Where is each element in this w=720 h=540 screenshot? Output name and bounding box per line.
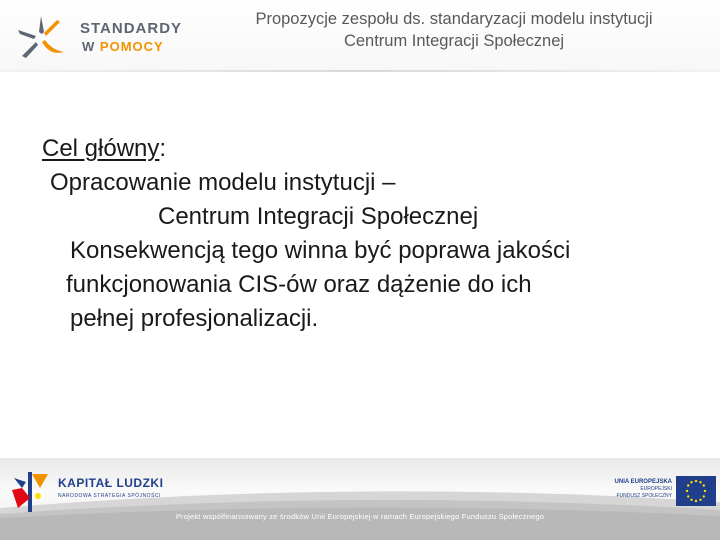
- slide-title-line-1: Propozycje zespołu ds. standaryzacji modelu instytucji: [255, 10, 653, 28]
- slide-body: [42, 132, 682, 336]
- eu-label-line-2: EUROPEJSKI: [640, 486, 672, 492]
- body-line-5: pełnej profesjonalizacji.: [70, 305, 319, 332]
- body-line-4: funkcjonowania CIS-ów oraz dążenie do ich: [66, 271, 532, 298]
- body-line-1: Opracowanie modelu instytucji –: [50, 169, 396, 196]
- kapital-ludzki-logo-icon: [8, 468, 52, 516]
- logo-line-2-accent: POMOCY: [99, 39, 164, 54]
- slide-header: [0, 0, 720, 72]
- eu-flag-icon: [676, 476, 716, 506]
- slide-title: [190, 8, 718, 52]
- slide-title-line-2: Centrum Integracji Społecznej: [343, 32, 565, 50]
- funding-note: Projekt współfinansowany ze środków Unii Europejskiej w ramach Europejskiego Funduszu Społecznego: [175, 512, 545, 521]
- eu-label-line-3: FUNDUSZ SPOŁECZNY: [616, 493, 672, 499]
- body-line-3: Konsekwencją tego winna być poprawa jakości: [70, 237, 571, 264]
- body-line-2: Centrum Integracji Społecznej: [158, 203, 479, 230]
- eu-label-line-1: UNIA EUROPEJSKA: [614, 479, 672, 485]
- body-heading-line: [42, 132, 682, 166]
- logo-line-2: [82, 39, 164, 54]
- body-heading: Cel główny: [42, 135, 160, 162]
- kapital-ludzki-title: KAPITAŁ LUDZKI: [58, 476, 164, 490]
- header-divider: [0, 70, 720, 72]
- kapital-ludzki-subtitle: NARODOWA STRATEGIA SPÓJNOŚCI: [58, 493, 161, 499]
- body-heading-colon: :: [159, 135, 167, 162]
- logo-line-1: STANDARDY: [80, 20, 183, 37]
- star-logo-icon: [12, 12, 70, 62]
- logo-line-2-prefix: W: [82, 39, 96, 54]
- slide-footer: [0, 458, 720, 540]
- standardy-w-pomocy-logo: [12, 12, 182, 62]
- eu-label: [600, 478, 672, 500]
